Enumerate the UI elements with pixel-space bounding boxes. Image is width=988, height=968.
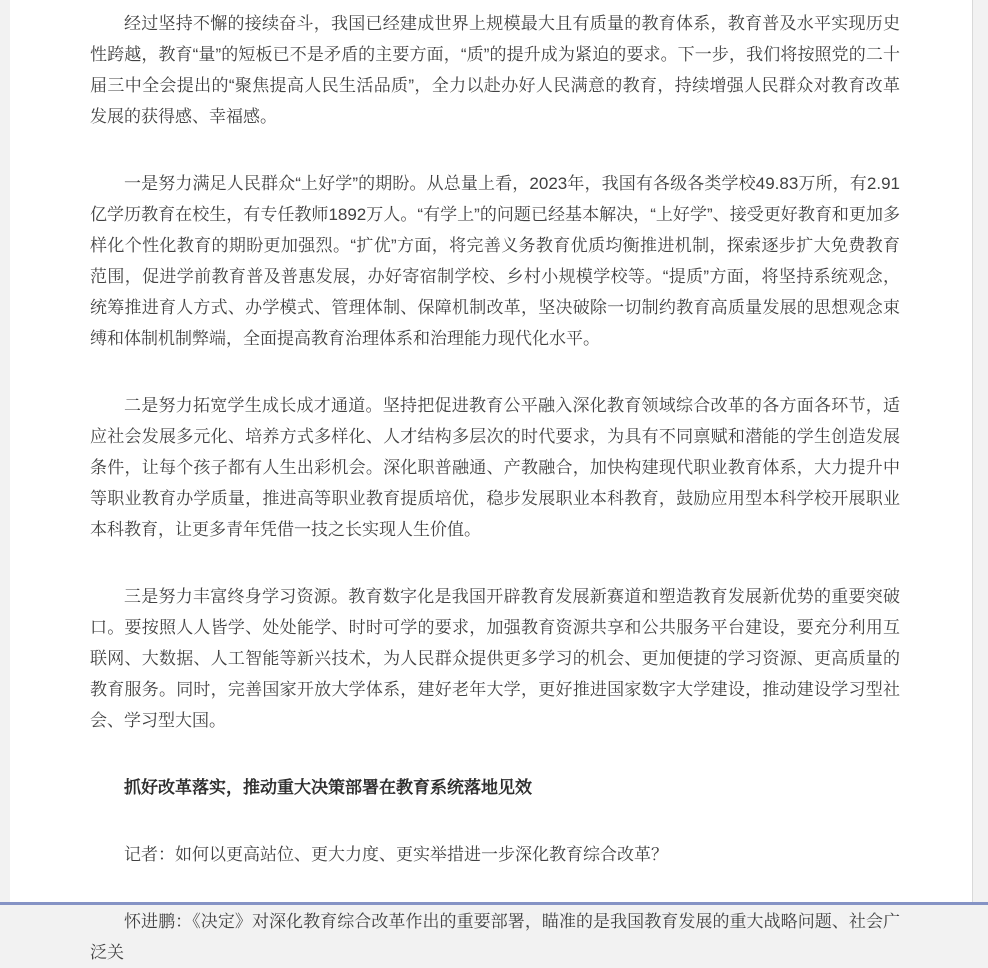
- paragraph-point-three-lifelong-learning: 三是努力丰富终身学习资源。教育数字化是我国开辟教育发展新赛道和塑造教育发展新优势的重要突破口。要按照人人皆学、处处能学、时时可学的要求，加强教育资源共享和公共服务平台建设，要充分利用互联网、大数据、人工智能等新兴技术，为人民群众提供更多学习的机会、更加便捷的学习资源、更高质量的教育服务。同时，完善国家开放大学体系，建好老年大学，更好推进国家数字大学建设，推动建设学习型社会、学习型大国。: [90, 587, 900, 730]
- paragraph-point-one-study-access: 一是努力满足人民群众“上好学”的期盼。从总量上看，2023年，我国有各级各类学校49.83万所，有2.91亿学历教育在校生，有专任教师1892万人。“有学上”的问题已经基本解决，“上好学”、接受更好教育和更加多样化个性化教育的期盼更加强烈。“扩优”方面，将完善义务教育优质均衡推进机制，探索逐步扩大免费教育范围，促进学前教育普及普惠发展，办好寄宿制学校、乡村小规模学校等。“提质”方面，将坚持系统观念，统筹推进育人方式、办学模式、管理体制、保障机制改革，坚决破除一切制约教育高质量发展的思想观念束缚和体制机制弊端，全面提高教育治理体系和治理能力现代化水平。: [90, 174, 900, 348]
- paragraph-education-achievements: 经过坚持不懈的接续奋斗，我国已经建成世界上规模最大且有质量的教育体系，教育普及水平实现历史性跨越，教育“量”的短板已不是矛盾的主要方面，“质”的提升成为紧迫的要求。下一步，我们将按照党的二十届三中全会提出的“聚焦提高人民生活品质”，全力以赴办好人民满意的教育，持续增强人民群众对教育改革发展的获得感、幸福感。: [90, 14, 900, 126]
- paragraph-point-two-growth-paths: 二是努力拓宽学生成长成才通道。坚持把促进教育公平融入深化教育领域综合改革的各方面各环节，适应社会发展多元化、培养方式多样化、人才结构多层次的时代要求，为具有不同禀赋和潜能的学生创造发展条件，让每个孩子都有人生出彩机会。深化职普融通、产教融合，加快构建现代职业教育体系，大力提升中等职业教育办学质量，推进高等职业教育提质培优，稳步发展职业本科教育，鼓励应用型本科学校开展职业本科教育，让更多青年凭借一技之长实现人生价值。: [90, 396, 900, 539]
- article-content: [10, 0, 972, 962]
- page-gutter-left: [0, 0, 10, 905]
- page-gutter-right: [972, 0, 988, 905]
- paragraph-reporter-question: 记者：如何以更高站位、更大力度、更实举措进一步深化教育综合改革？: [124, 845, 668, 864]
- section-heading-reform-implementation: 抓好改革落实，推动重大决策部署在教育系统落地见效: [124, 778, 532, 797]
- paragraph-answer-partial: 怀进鹏：《决定》对深化教育综合改革作出的重要部署，瞄准的是我国教育发展的重大战略问题、社会广泛关: [90, 912, 900, 962]
